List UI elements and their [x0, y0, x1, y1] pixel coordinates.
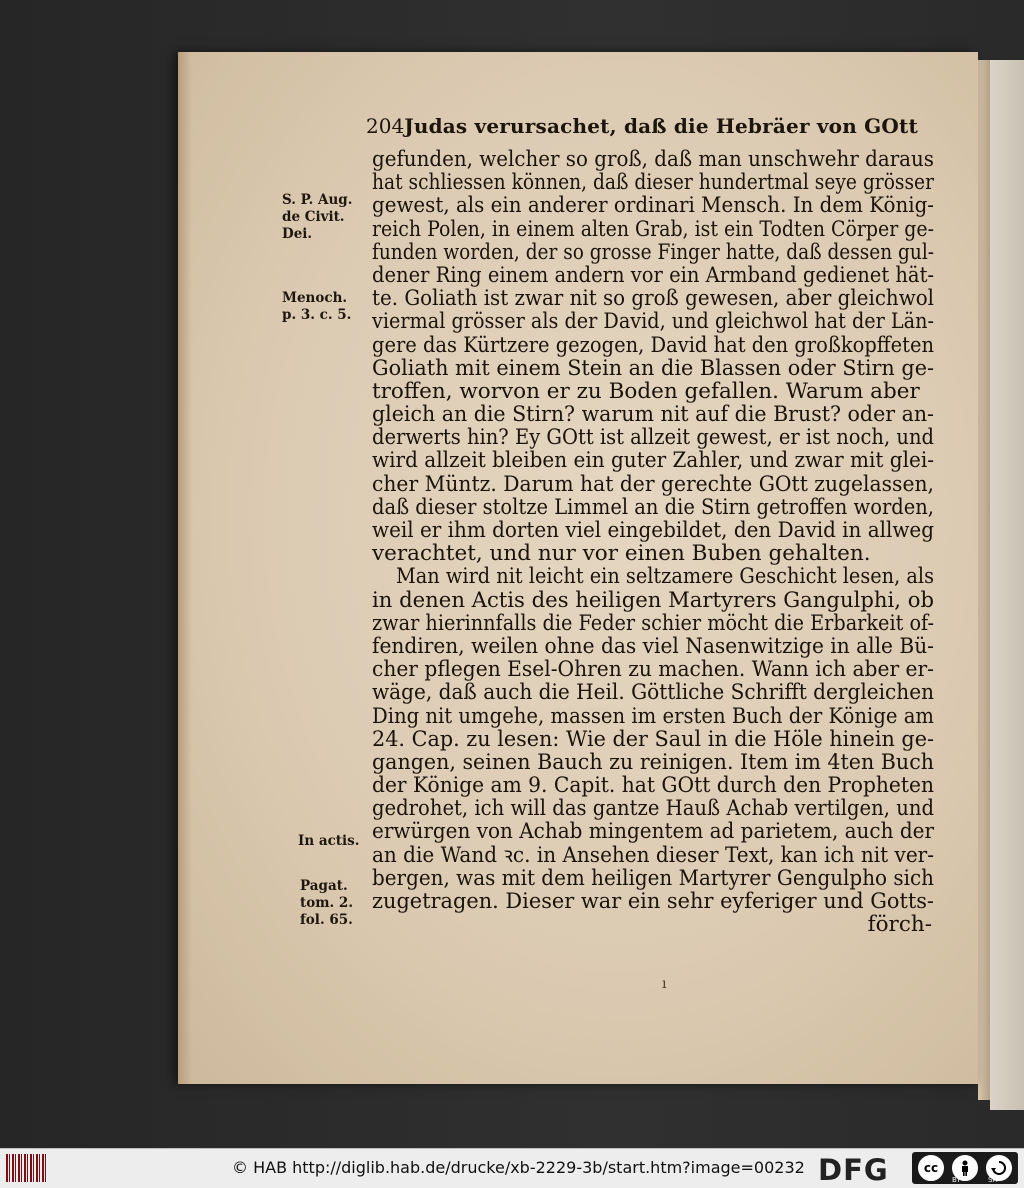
cc-icon: cc — [916, 1153, 946, 1183]
page-number: 204 — [366, 114, 405, 138]
margin-note-augustine — [282, 192, 352, 243]
margin-note-line: Menoch. — [282, 290, 348, 306]
text-line: gefunden, welcher so groß, daß man unschwehr daraus — [372, 147, 934, 172]
margin-note-menochius — [282, 290, 351, 324]
text-line: cher pflegen Esel-Ohren zu machen. Wann ich aber er- — [372, 657, 934, 683]
text-line: weil er ihm dorten viel eingebildet, den David in allweg — [372, 518, 934, 543]
cc-license-badge[interactable] — [912, 1152, 1018, 1184]
text-line: erwürgen von Achab mingentem ad parietem, auch der — [372, 819, 934, 845]
main-text-column — [372, 148, 934, 936]
margin-note-line: Pagat. — [300, 878, 348, 894]
text-line: dener Ring einem andern vor ein Armband gedienet hät- — [372, 262, 934, 288]
margin-note-line: In actis. — [298, 833, 360, 849]
text-line: hat schliessen können, daß dieser hundertmal seye grösser — [372, 170, 934, 196]
citation-link[interactable]: © HAB http://diglib.hab.de/drucke/xb-2229-3b/start.htm?image=00232 — [232, 1158, 805, 1177]
text-line: zwar hierinnfalls die Feder schier möcht die Erbarkeit of- — [372, 610, 934, 636]
margin-note-pagat — [300, 878, 353, 929]
text-line: cher Müntz. Darum hat der gerechte GOtt zugelassen, — [372, 471, 934, 497]
running-title: Judas verursachet, daß die Hebräer von GOtt — [404, 114, 918, 138]
margin-note-line: fol. 65. — [300, 912, 353, 928]
text-line: gere das Kürtzere gezogen, David hat den großkopffeten — [372, 332, 934, 358]
dfg-logo[interactable]: DFG — [818, 1153, 889, 1187]
text-line: gangen, seinen Bauch zu reinigen. Item im 4ten Buch — [372, 749, 934, 775]
page-marker-tick: ı — [662, 976, 667, 992]
text-line: reich Polen, in einem alten Grab, ist ein Todten Cörper ge- — [372, 216, 934, 242]
next-page-edge — [990, 60, 1024, 1110]
text-line: förch- — [867, 912, 932, 938]
license-sa-label: SA — [988, 1176, 998, 1184]
text-line: fendiren, weilen ohne das viel Nasenwitzige in alle Bü- — [372, 633, 934, 659]
margin-note-in-actis — [298, 833, 359, 850]
text-line: verachtet, und nur vor einen Buben gehalten. — [372, 541, 871, 567]
text-line: gedrohet, ich will das gantze Hauß Achab vertilgen, und — [372, 796, 934, 822]
margin-note-line: S. P. Aug. — [282, 192, 353, 208]
page-fore-edge — [978, 60, 990, 1100]
margin-note-line: Dei. — [282, 226, 313, 242]
text-line: te. Goliath ist zwar nit so groß gewesen, aber gleichwol — [372, 286, 934, 312]
text-line: Ding nit umgehe, massen im ersten Buch der Könige am — [372, 703, 934, 729]
text-line: der Könige am 9. Capit. hat GOtt durch den Propheten — [372, 773, 934, 799]
text-line: zugetragen. Dieser war ein sehr eyferiger und Gotts- — [372, 889, 934, 914]
text-line: 24. Cap. zu lesen: Wie der Saul in die Höle hinein ge- — [372, 726, 934, 752]
text-line: in denen Actis des heiligen Martyrers Gangulphi, ob — [372, 587, 934, 613]
text-line: wäge, daß auch die Heil. Göttliche Schrifft dergleichen — [372, 680, 934, 706]
text-line: an die Wand ꝛc. in Ansehen dieser Text, kan ich nit ver- — [372, 842, 934, 868]
margin-note-line: de Civit. — [282, 209, 345, 225]
viewer-footer — [0, 1148, 1024, 1188]
margin-note-line: tom. 2. — [300, 895, 354, 911]
text-line: viermal grösser als der David, und gleichwol hat der Län- — [372, 309, 934, 335]
text-line: daß dieser stoltze Limmel an die Stirn getroffen worden, — [372, 494, 934, 520]
text-line: derwerts hin? Ey GOtt ist allzeit gewest, er ist noch, und — [372, 425, 934, 451]
text-line: bergen, was mit dem heiligen Martyrer Gengulpho sich — [372, 865, 934, 891]
hab-barcode-logo[interactable] — [6, 1154, 46, 1182]
license-by-label: BY — [952, 1176, 961, 1184]
text-line: Man wird nit leicht ein seltzamere Geschicht lesen, als — [396, 564, 934, 590]
page-header — [366, 114, 918, 138]
text-line: gewest, als ein anderer ordinari Mensch. In dem König- — [372, 193, 934, 219]
text-line: Goliath mit einem Stein an die Blassen oder Stirn ge- — [372, 355, 934, 381]
text-line: troffen, worvon er zu Boden gefallen. Warum aber — [372, 378, 920, 404]
text-line: gleich an die Stirn? warum nit auf die Brust? oder an- — [372, 402, 934, 428]
text-line: wird allzeit bleiben ein guter Zahler, und zwar mit glei- — [372, 448, 934, 474]
margin-note-line: p. 3. c. 5. — [282, 307, 352, 323]
text-line: funden worden, der so grosse Finger hatte, daß dessen gul- — [372, 239, 934, 265]
